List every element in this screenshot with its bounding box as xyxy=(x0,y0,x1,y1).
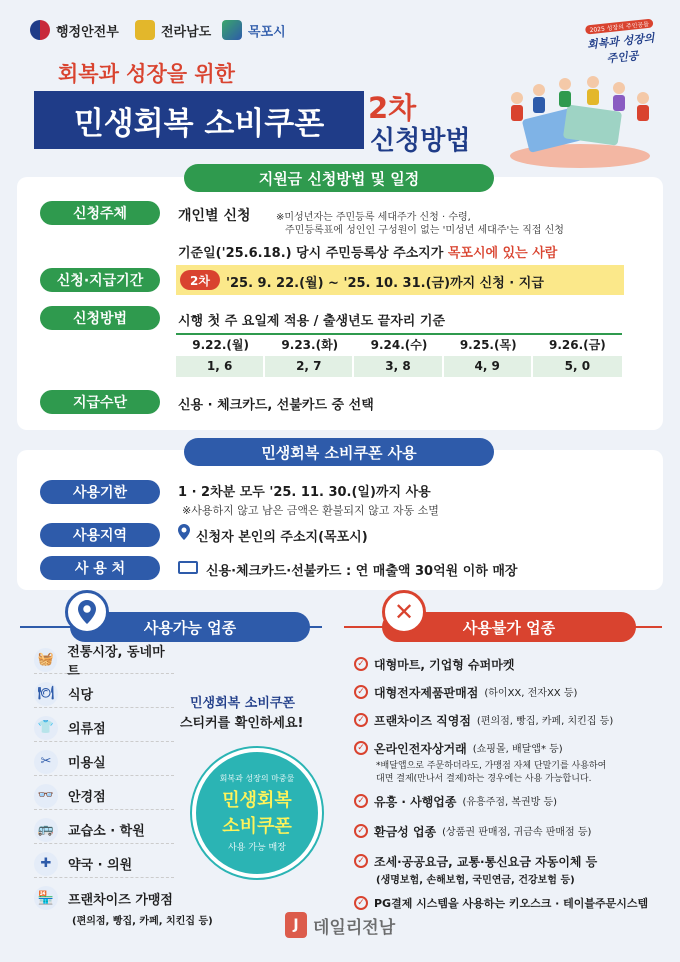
list-item-label: 환금성 업종 xyxy=(374,825,437,839)
title-main: 민생회복 소비쿠폰 xyxy=(34,91,364,149)
badge-top: 2025 성장의 주인공들 xyxy=(585,19,653,35)
means-value: 신용 · 체크카드, 선불카드 중 선택 xyxy=(178,398,374,413)
scissors-icon: ✂ xyxy=(34,750,58,774)
subject-value: 개인별 신청 xyxy=(178,208,251,224)
sticker-note1: 민생회복 소비쿠폰 xyxy=(190,696,295,711)
check-icon: ✓ xyxy=(354,657,368,671)
logo-mokpo-text: 목포시 xyxy=(248,24,286,40)
location-pin-icon xyxy=(65,590,109,634)
check-icon: ✓ xyxy=(354,685,368,699)
dish-icon: 🍽 xyxy=(34,682,58,706)
period-round: 2차 xyxy=(180,270,220,290)
crowd-illustration xyxy=(495,68,665,168)
list-item-label: PG결제 시스템을 사용하는 키오스크 · 테이블주문시스템 xyxy=(374,897,649,910)
list-item xyxy=(34,782,174,810)
jeonnam-icon xyxy=(135,20,155,40)
watermark-logo-icon: J xyxy=(285,912,307,938)
section-apply-title: 지원금 신청방법 및 일정 xyxy=(184,164,494,192)
list-item-label: 교습소 · 학원 xyxy=(68,824,145,839)
location-pin-icon xyxy=(178,524,190,540)
sticker-line1: 민생회복 xyxy=(222,790,292,811)
glasses-icon: 👓 xyxy=(34,784,58,808)
list-item xyxy=(354,712,654,740)
list-item xyxy=(354,823,654,853)
weekday-digits: 1, 6 xyxy=(176,356,265,377)
online-note2: 대면 결제(만나서 결제)하는 경우에는 사용 가능합니다. xyxy=(376,774,592,784)
weekday-digits: 5, 0 xyxy=(533,356,622,377)
pharmacy-icon: ✚ xyxy=(34,852,58,876)
list-item xyxy=(34,748,174,776)
logo-jeonnam-text: 전라남도 xyxy=(161,24,212,40)
weekday-day: 9.22.(월) xyxy=(192,338,249,352)
allowed-title: 사용가능 업종 xyxy=(70,612,310,642)
period-value: '25. 9. 22.(월) ~ '25. 10. 31.(금)까지 신청 · 지급 xyxy=(226,276,544,291)
allowed-list xyxy=(34,644,213,927)
taegeuk-icon xyxy=(30,20,50,40)
deadline-value: 1 · 2차분 모두 '25. 11. 30.(일)까지 사용 xyxy=(178,485,431,500)
check-icon: ✓ xyxy=(354,713,368,727)
check-icon: ✓ xyxy=(354,824,368,838)
label-deadline: 사용기한 xyxy=(40,480,160,504)
watermark-text: 데일리전남 xyxy=(313,917,396,938)
list-item-sub: (쇼핑몰, 배달앱* 등) xyxy=(472,744,563,755)
weekday-day: 9.24.(수) xyxy=(370,338,428,352)
list-item-sub: (하이XX, 전자XX 등) xyxy=(484,688,578,699)
list-item-label: 전통시장, 동네마트 xyxy=(67,644,165,679)
method-value: 시행 첫 주 요일제 적용 / 출생년도 끝자리 기준 xyxy=(178,314,445,329)
label-subject: 신청주체 xyxy=(40,201,160,225)
sticker-badge xyxy=(192,748,322,878)
list-item xyxy=(34,644,174,679)
list-item xyxy=(34,884,174,912)
list-item-label: 프랜차이즈 직영점 xyxy=(374,714,471,728)
basis-highlight: 목포시에 있는 사람 xyxy=(447,246,558,261)
subject-note1: ※미성년자는 주민등록 세대주가 신청 · 수령, xyxy=(276,212,471,223)
list-item-sub: (편의점, 빵집, 카페, 치킨집 등) xyxy=(72,916,213,927)
badge-line1: 회복과 성장의 xyxy=(586,31,656,52)
store-icon: 🏪 xyxy=(34,886,58,910)
label-place: 사 용 처 xyxy=(40,556,160,580)
list-item-sub: (유흥주점, 복권방 등) xyxy=(462,797,558,808)
weekday-day: 9.25.(목) xyxy=(459,338,517,352)
disallowed-title: 사용불가 업종 xyxy=(382,612,636,642)
prohibited-icon: ✕ xyxy=(382,590,426,634)
list-item xyxy=(34,850,174,878)
list-item-label: 유흥 · 사행업종 xyxy=(374,795,457,809)
list-item-label: 대형마트, 기업형 슈퍼마켓 xyxy=(374,658,515,672)
area-value: 신청자 본인의 주소지(목포시) xyxy=(196,530,368,545)
list-item xyxy=(354,853,654,871)
logo-mokpo xyxy=(222,20,286,40)
label-period: 신청·지급기간 xyxy=(40,268,160,292)
deadline-note: ※사용하지 않고 남은 금액은 환불되지 않고 자동 소멸 xyxy=(182,504,439,517)
weekday-digits: 3, 8 xyxy=(354,356,443,377)
label-means: 지급수단 xyxy=(40,390,160,414)
list-item-sub: (상품권 판매점, 귀금속 판매점 등) xyxy=(442,827,592,838)
list-item xyxy=(34,680,174,708)
list-item-label: 약국 · 의원 xyxy=(68,858,133,873)
weekday-table xyxy=(176,333,622,377)
check-icon: ✓ xyxy=(354,854,368,868)
list-item xyxy=(354,895,654,913)
list-item xyxy=(354,740,654,758)
disallowed-list xyxy=(354,656,654,913)
list-item-label: 조세·공공요금, 교통·통신요금 자동이체 등 xyxy=(374,855,598,869)
weekday-digits: 4, 9 xyxy=(444,356,533,377)
place-value: 신용·체크카드·선불카드 : 연 매출액 30억원 이하 매장 xyxy=(206,564,518,579)
tax-note: (생명보험, 손해보험, 국민연금, 건강보험 등) xyxy=(376,875,575,886)
logo-mois xyxy=(30,20,119,40)
school-bus-icon: 🚌 xyxy=(34,818,58,842)
label-area: 사용지역 xyxy=(40,523,160,547)
label-method: 신청방법 xyxy=(40,306,160,330)
card-icon xyxy=(178,561,198,574)
list-item-label: 안경점 xyxy=(68,790,106,805)
check-icon: ✓ xyxy=(354,794,368,808)
section-usage-title: 민생회복 소비쿠폰 사용 xyxy=(184,438,494,466)
subject-note2: 주민등록표에 성인인 구성원이 없는 '미성년 세대주'는 직접 신청 xyxy=(285,225,564,236)
logo-mois-text: 행정안전부 xyxy=(56,24,119,40)
mokpo-icon xyxy=(222,20,242,40)
campaign-badge xyxy=(576,10,664,66)
list-item-label: 온라인전자상거래 xyxy=(374,742,467,756)
online-note1: *배달앱으로 주문하더라도, 가맹점 자체 단말기를 사용하여 xyxy=(376,761,607,771)
title-kicker: 회복과 성장을 위한 xyxy=(58,62,235,86)
basket-icon: 🧺 xyxy=(34,648,57,672)
list-item xyxy=(354,684,654,712)
list-item-label: 의류점 xyxy=(68,722,106,737)
list-item xyxy=(34,714,174,742)
title-round: 2차 xyxy=(368,91,417,125)
clothes-icon: 👕 xyxy=(34,716,58,740)
weekday-day: 9.26.(금) xyxy=(549,338,606,352)
check-icon: ✓ xyxy=(354,741,368,755)
list-item-label: 대형전자제품판매점 xyxy=(374,686,479,700)
watermark xyxy=(285,912,395,938)
weekday-day: 9.23.(화) xyxy=(281,338,339,352)
basis-prefix: 기준일('25.6.18.) 당시 주민등록상 주소지가 xyxy=(178,246,448,261)
logo-jeonnam xyxy=(135,20,211,40)
list-item-sub: (편의점, 빵집, 카페, 치킨집 등) xyxy=(476,716,614,727)
check-icon: ✓ xyxy=(354,896,368,910)
list-item-label: 미용실 xyxy=(68,756,106,771)
weekday-digits: 2, 7 xyxy=(265,356,354,377)
list-item xyxy=(34,816,174,844)
sticker-top: 회복과 성장의 마중물 xyxy=(219,774,295,783)
sticker-line2: 소비쿠폰 xyxy=(222,816,292,837)
list-item xyxy=(354,656,654,684)
title-suffix: 신청방법 xyxy=(370,126,471,156)
list-item-label: 식당 xyxy=(68,688,94,703)
sticker-note2: 스티커를 확인하세요! xyxy=(180,716,304,731)
subject-basis xyxy=(178,242,557,261)
sticker-bottom: 사용 가능 매장 xyxy=(228,843,286,853)
list-item-label: 프랜차이즈 가맹점 xyxy=(68,892,173,908)
badge-line2: 주인공 xyxy=(605,49,639,66)
list-item xyxy=(354,793,654,823)
